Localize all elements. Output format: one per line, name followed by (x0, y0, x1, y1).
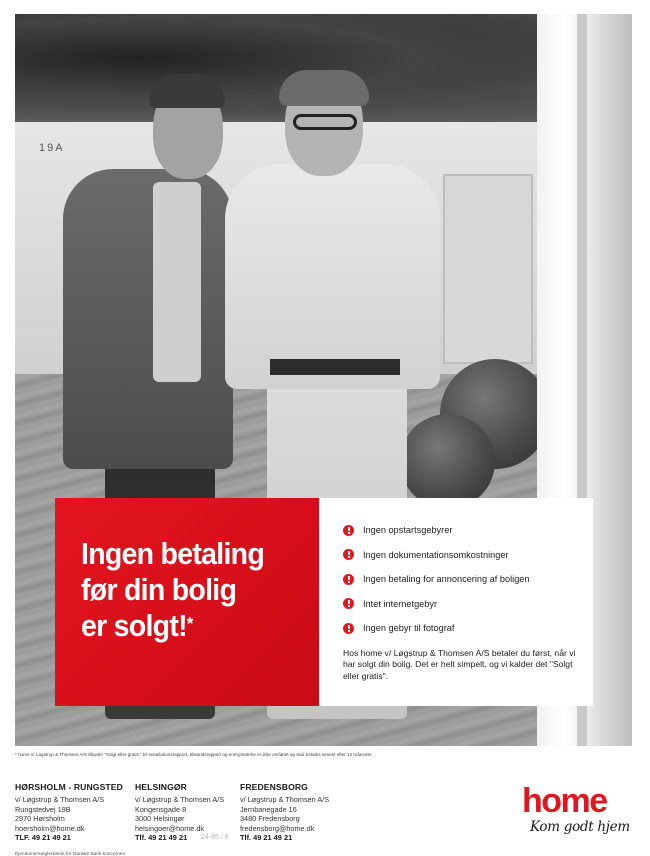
benefits-list (343, 518, 579, 641)
benefit-text: Intet internetgebyr (363, 598, 438, 609)
office-street: Kongensgade 8 (135, 804, 187, 814)
benefit-item (343, 543, 579, 568)
exclamation-icon (343, 623, 354, 634)
benefit-text: Ingen betaling for annoncering af boligen (363, 574, 530, 585)
exclamation-icon (343, 549, 354, 560)
headline-line-2: før din bolig (81, 572, 237, 607)
headline-line-3-text: er solgt! (81, 608, 187, 643)
office-street: Jernbanegade 16 (240, 804, 297, 814)
person-left-shirt (153, 182, 201, 382)
benefit-item (343, 616, 579, 641)
person-right-hair (279, 70, 369, 106)
logo-tagline: Kom godt hjem (530, 819, 630, 835)
network-line: Ejendomsmæglerkæde for Danske Bank koncernen (15, 852, 126, 856)
exclamation-icon (343, 525, 354, 536)
wall-window (443, 174, 533, 364)
person-right-shirt (225, 164, 440, 389)
headline-line-3 (81, 608, 311, 644)
office-email[interactable]: helsingoer@home.dk (135, 823, 205, 833)
headline-line-1: Ingen betaling (81, 536, 265, 571)
info-box (319, 498, 593, 706)
house-number: 19A (39, 142, 65, 154)
page-code: 24-85 / 8 (201, 834, 229, 841)
benefit-item (343, 592, 579, 617)
office-hoersholm (15, 782, 123, 843)
benefit-item (343, 567, 579, 592)
logo-wordmark: home (522, 782, 607, 820)
benefit-item (343, 518, 579, 543)
person-right-belt (270, 359, 400, 375)
office-title: FREDENSBORG (240, 782, 308, 792)
office-title: HELSINGØR (135, 782, 187, 792)
office-company: v/ Løgstrup & Thomsen A/S (15, 795, 105, 804)
headline-asterisk: * (186, 614, 193, 634)
office-city: 2970 Hørsholm (15, 814, 65, 824)
office-email[interactable]: fredensborg@home.dk (240, 823, 315, 833)
office-fredensborg (240, 782, 329, 843)
exclamation-icon (343, 574, 354, 585)
headline-box (55, 498, 319, 706)
body-text: Hos home v/ Løgstrup & Thomsen A/S betaler du først, når vi har solgt din bolig. Det er helt simpelt, og vi kalder det "Solgt eller gratis". (343, 647, 576, 681)
home-logo (522, 784, 632, 848)
office-city: 3000 Helsingør (135, 814, 185, 824)
office-street: Rungstedvej 19B (15, 804, 71, 814)
benefit-text: Ingen dokumentationsomkostninger (363, 549, 509, 560)
office-phone: Tlf. 49 21 49 21 (135, 833, 188, 843)
exclamation-icon (343, 598, 354, 609)
office-phone: TLF. 49 21 49 21 (15, 833, 71, 843)
hedge-bush (400, 414, 495, 509)
office-title: HØRSHOLM - RUNGSTED (15, 782, 123, 792)
office-city: 3480 Fredensborg (240, 814, 300, 824)
office-phone: Tlf. 49 21 49 21 (240, 833, 293, 843)
person-left-hair (149, 74, 225, 108)
benefit-text: Ingen gebyr til fotograf (363, 623, 455, 634)
office-company: v/ Løgstrup & Thomsen A/S (135, 795, 225, 804)
office-company: v/ Løgstrup & Thomsen A/S (240, 795, 330, 804)
person-right-glasses (293, 114, 357, 130)
headline (81, 536, 311, 644)
office-email[interactable]: hoersholm@home.dk (15, 823, 85, 833)
person-left-jacket (63, 169, 233, 469)
benefit-text: Ingen opstartsgebyrer (363, 525, 453, 536)
footnote: * home v/ Løgstrup & Thomsen A/S tilbyder "Solgt eller gratis". El-installationsrapport, tilstandsrapport og energimærke er ikke omfattet og skal betales senest efter 12 måneder. (15, 752, 373, 757)
